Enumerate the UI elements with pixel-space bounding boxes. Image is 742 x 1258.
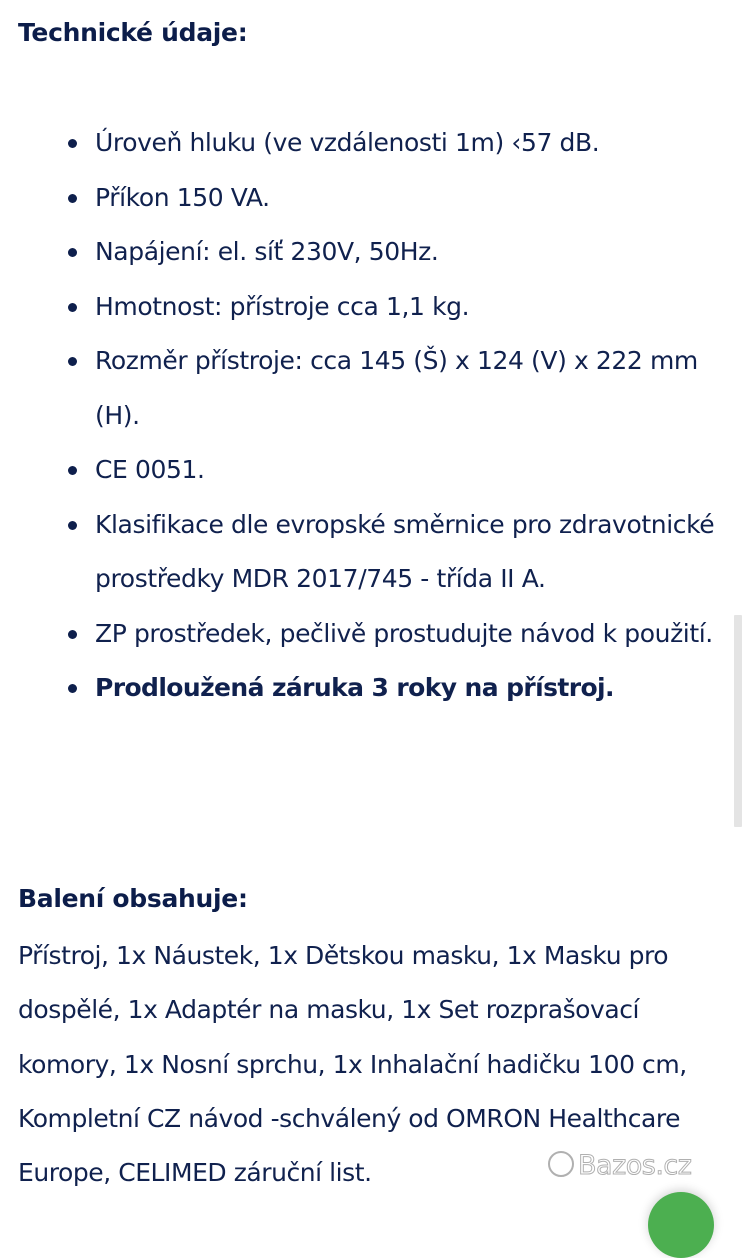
bullet-icon (68, 521, 77, 530)
bullet-icon (68, 684, 77, 693)
floating-action-button[interactable] (648, 1192, 714, 1258)
spec-item-medical-device (0, 607, 742, 662)
bullet-icon (68, 466, 77, 475)
bullet-icon (68, 357, 77, 366)
package-contents-heading: Balení obsahuje: (18, 884, 248, 913)
spec-text: ZP prostředek, pečlivě prostudujte návod k použití. (95, 618, 713, 648)
spec-text: Napájení: el. síť 230V, 50Hz. (95, 237, 439, 266)
spec-text: Rozměr přístroje: cca 145 (Š) x 124 (V) x 222 mm (H). (95, 346, 698, 430)
spec-item-power (0, 171, 742, 226)
spec-text: CE 0051. (95, 455, 205, 484)
bullet-icon (68, 303, 77, 312)
bullet-icon (68, 630, 77, 639)
bullet-icon (68, 139, 77, 148)
spec-item-weight (0, 280, 742, 335)
spec-text: Úroveň hluku (ve vzdálenosti 1m) ‹57 dB. (95, 128, 600, 157)
scrollbar[interactable] (734, 615, 742, 827)
spec-text: Příkon 150 VA. (95, 182, 270, 212)
spec-item-dimensions (0, 334, 742, 443)
spec-item-ce (0, 443, 742, 498)
spec-item-noise (0, 116, 742, 171)
bullet-icon (68, 194, 77, 203)
watermark-text: Bazos.cz (578, 1150, 692, 1181)
technical-specs-heading: Technické údaje: (18, 18, 248, 47)
bullet-icon (68, 248, 77, 257)
spec-item-supply (0, 225, 742, 280)
package-contents-text: Přístroj, 1x Náustek, 1x Dětskou masku, 1x Masku pro dospělé, 1x Adaptér na masku, 1x Set rozprašovací komory, 1x Nosní sprchu, 1x Inhalační hadičku 100 cm, Kompletní CZ návod -schválený od OMRON Healthcare Europe, CELIMED záruční list. (18, 941, 687, 1188)
spec-item-classification (0, 498, 742, 607)
spec-text: Prodloužená záruka 3 roky na přístroj. (95, 673, 614, 702)
technical-specs-list (0, 116, 742, 716)
spec-item-warranty (0, 661, 742, 716)
spec-text: Klasifikace dle evropské směrnice pro zdravotnické prostředky MDR 2017/745 - třída II A. (95, 509, 715, 593)
spec-text: Hmotnost: přístroje cca 1,1 kg. (95, 291, 470, 321)
